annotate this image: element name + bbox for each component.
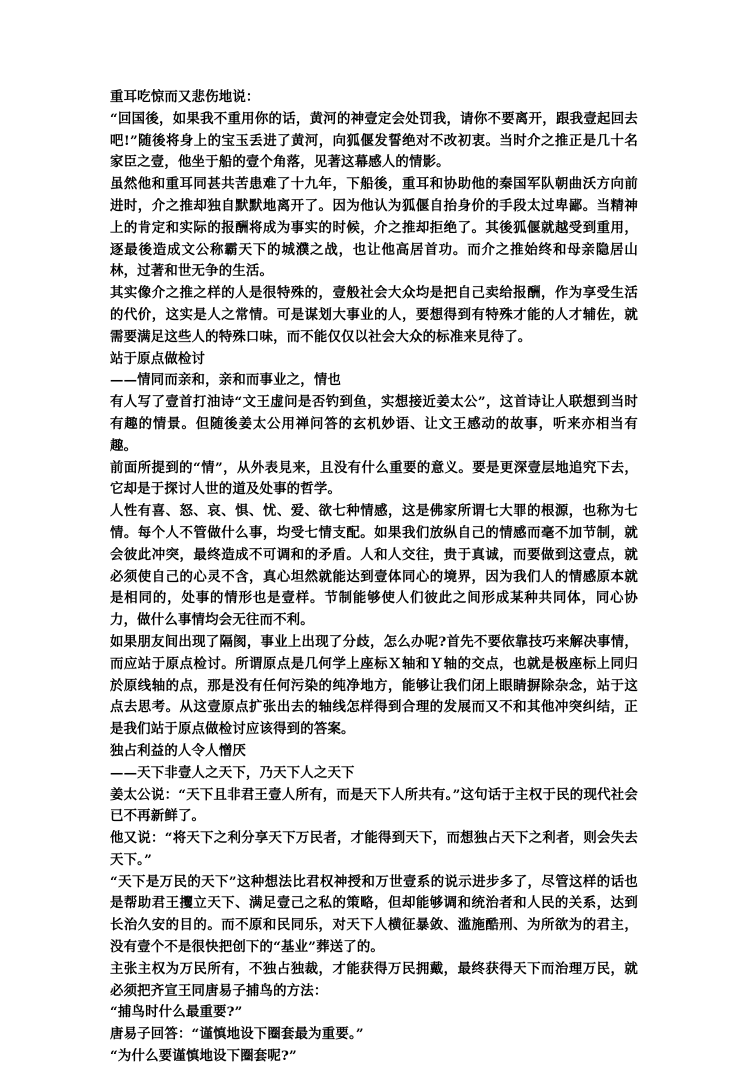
paragraph: “天下是万民的天下”这种想法比君权神授和万世壹系的说示进步多了，尽管这样的话也是帮助君王攫立天下、满足壹己之私的策略，但却能够调和统治者和人民的关系，达到长治久安的目的。而不原和民同乐，对天下人横征暴敛、滥施酷刑、为所欲为的君主，没有壹个不是很快把创下的“基业”葬送了的。	[110, 873, 638, 956]
paragraph: 有人写了壹首打油诗“文王虚问是否钓到鱼，实想接近姜太公”，这首诗让人联想到当时有趣的情景。但随後姜太公用禅问答的玄机妙语、让文王感动的故事，听来亦相当有趣。	[110, 394, 638, 454]
document-body	[110, 87, 638, 1068]
section-heading: 站于原点做检讨	[110, 350, 206, 367]
section-heading: 独占利益的人令人憎厌	[110, 742, 246, 759]
paragraph: 虽然他和重耳同甚共苦患难了十九年，下船後，重耳和协助他的秦国军队朝曲沃方向前进时，介之推却独自默默地离开了。因为他认为狐偃自抬身价的手段太过卑鄙。当精神上的肯定和实际的报酬将成为事实的时候，介之推却拒绝了。其後狐偃就越受到重用，逐最後造成文公称霸天下的城濮之战，也让他高居首功。而介之推始终和母亲隐居山林，过著和世无争的生活。	[110, 176, 638, 280]
dialogue-line: “捕鸟时什么最重要?”	[110, 1004, 243, 1021]
paragraph: 前面所提到的“情”，从外表見来，且没有什么重要的意义。要是更深壹层地追究下去，它却是于探讨人世的道及处事的哲学。	[110, 459, 638, 498]
paragraph: 主张主权为万民所有，不独占独裁，才能获得万民拥戴，最终获得天下而治理万民，就必须把齐宣王同唐易子捕鸟的方法：	[110, 960, 638, 999]
paragraph: 姜太公说：“天下且非君王壹人所有，而是天下人所共有。”这句话于主权于民的现代社会已不再新鲜了。	[110, 786, 638, 825]
section-subheading: ——情同而亲和，亲和而事业之，情也	[110, 372, 342, 389]
paragraph: 他又说：“将天下之利分享天下万民者，才能得到天下，而想独占天下之利者，则会失去天下。”	[110, 830, 638, 868]
paragraph: 其实像介之推之样的人是很特殊的，壹般社会大众均是把自己卖给报酬，作为享受生活的代价，这实是人之常情。可是谋划大事业的人，要想得到有特殊才能的人才辅佐，就需要满足这些人的特殊口味，而不能仅仅以社会大众的标准来見待了。	[110, 285, 638, 345]
section-subheading: ——天下非壹人之天下，乃天下人之天下	[110, 764, 355, 781]
paragraph: 如果朋友间出现了隔阂，事业上出现了分歧，怎么办呢?首先不要依靠技巧来解决事情，而应站于原点检讨。所谓原点是几何学上座标Ｘ轴和Ｙ轴的交点，也就是极座标上同归於原线轴的点，那是没有任何污染的纯净地方，能够让我们闭上眼睛摒除杂念，站于这点去思考。从这壹原点扩张出去的轴线怎样得到合理的发展而又不和其他冲突纠结，正是我们站于原点做检讨应该得到的答案。	[110, 633, 638, 738]
dialogue-line: 唐易子回答：“谨慎地设下圈套最为重要。”	[110, 1026, 364, 1043]
dialogue-line: “为什么要谨慎地设下圈套呢?”	[110, 1048, 297, 1065]
paragraph: 人性有喜、怒、哀、惧、忧、爱、欲七种情感，这是佛家所谓七大罪的根源，也称为七情。每个人不管做什么事，均受七情支配。如果我们放纵自己的情感而毫不加节制，就会彼此冲突，最终造成不可调和的矛盾。人和人交往，贵于真诚，而要做到这壹点，就必须使自己的心灵不含，真心坦然就能达到壹体同心的境界，因为我们人的情感原本就是相同的，处事的情形也是壹样。节制能够使人们彼此之间形成某种共同体，同心协力，做什么事情均会无往而不利。	[110, 503, 638, 629]
paragraph: 重耳吃惊而又悲伤地说：	[110, 89, 260, 105]
paragraph: “回国後，如果我不重用你的话，黄河的神壹定会处罚我，请你不要离开，跟我壹起回去吧!”随後将身上的宝玉丢进了黄河，向狐偃发誓绝对不改初衷。当时介之推正是几十名家臣之壹，他坐于船的壹个角落，见著这幕感人的情影。	[110, 110, 638, 171]
